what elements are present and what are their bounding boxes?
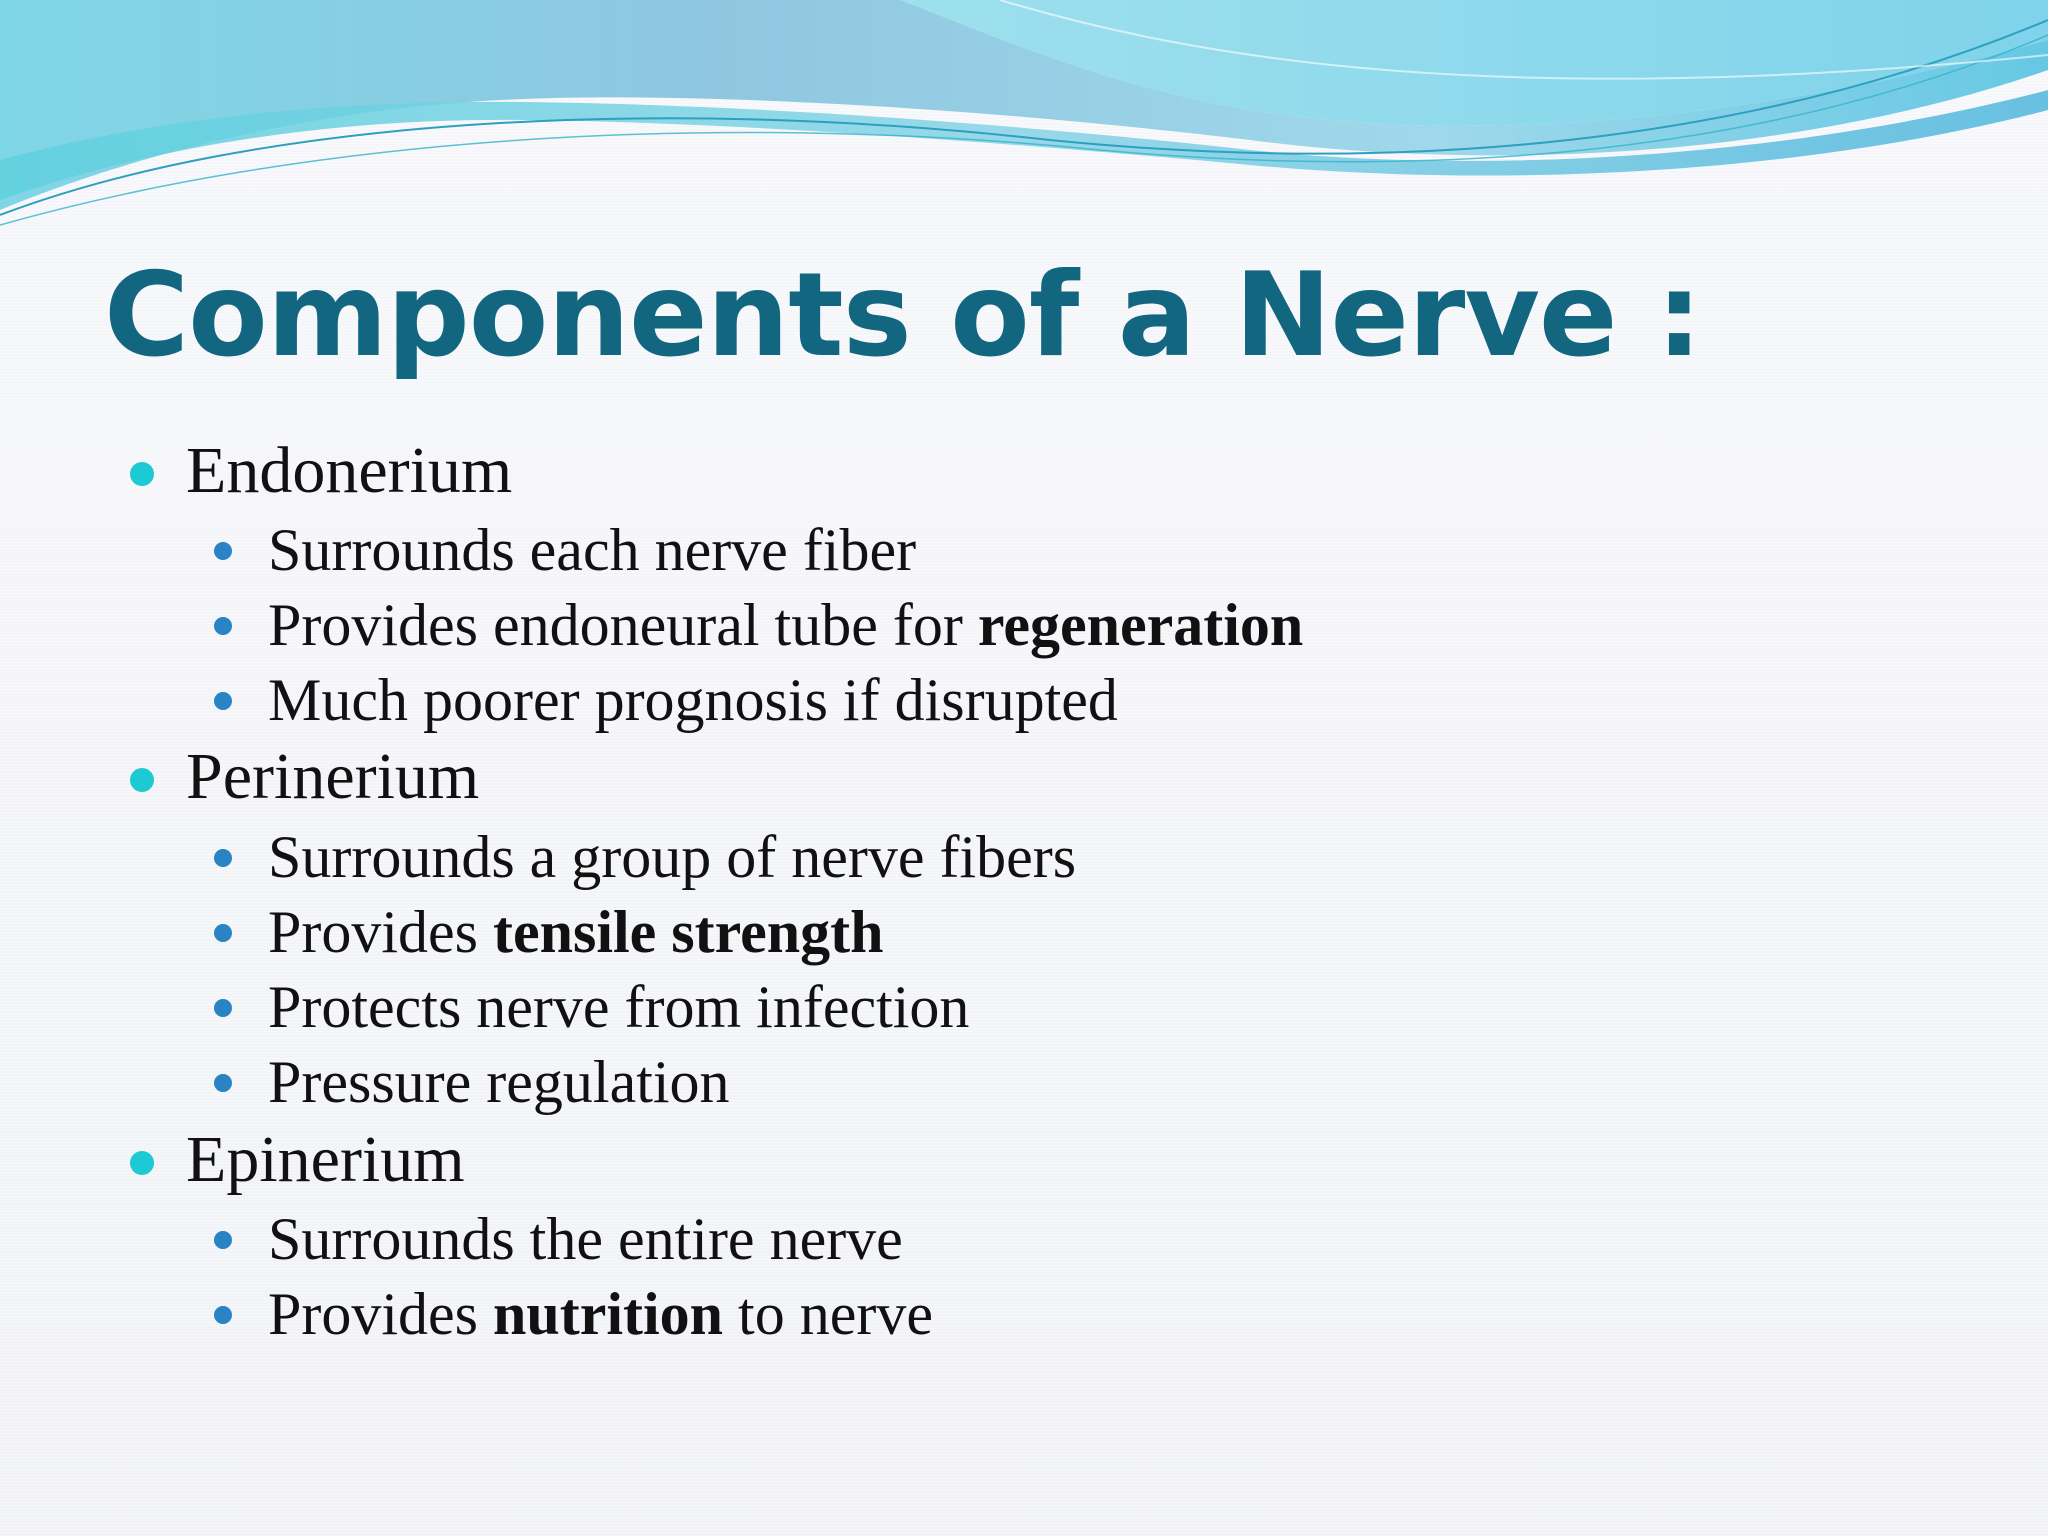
list-item-text: Much poorer prognosis if disrupted (268, 667, 1118, 733)
list-item-text: Surrounds a group of nerve fibers (268, 824, 1077, 890)
list-item (268, 1046, 730, 1118)
bullet-icon (130, 1151, 154, 1175)
list-item-bold-text: tensile strength (493, 899, 884, 965)
list-item (268, 589, 1303, 661)
bullet-icon (214, 542, 232, 560)
list-item-text: Surrounds the entire nerve (268, 1206, 903, 1272)
bullet-icon (214, 849, 232, 867)
list-item-bold-text: regeneration (977, 592, 1304, 658)
list-item (268, 1203, 903, 1275)
bullet-icon (130, 462, 154, 486)
list-item (268, 514, 916, 586)
list-item-text: Protects nerve from infection (268, 974, 970, 1040)
list-item-bold-text: nutrition (493, 1281, 724, 1347)
slide-title: Components of a Nerve : (104, 248, 1702, 383)
bullet-icon (214, 999, 232, 1017)
section-heading-endonerium (186, 432, 512, 510)
list-item-text: Pressure regulation (268, 1049, 730, 1115)
bullet-icon (130, 768, 154, 792)
list-item (268, 896, 884, 968)
list-item (268, 1278, 933, 1350)
header-wave-decoration (0, 0, 2048, 240)
list-item-text: Surrounds each nerve fiber (268, 517, 917, 583)
bullet-icon (214, 1231, 232, 1249)
section-heading-text: Perinerium (186, 740, 480, 813)
bullet-icon (214, 924, 232, 942)
bullet-icon (214, 1306, 232, 1324)
section-heading-text: Epinerium (186, 1123, 465, 1196)
bullet-icon (214, 617, 232, 635)
section-heading-text: Endonerium (186, 434, 513, 507)
list-item-text: Provides (268, 899, 493, 965)
list-item-text-end: to nerve (723, 1281, 933, 1347)
list-item (268, 821, 1076, 893)
list-item-text: Provides (268, 1281, 493, 1347)
section-heading-perinerium (186, 738, 479, 816)
section-heading-epinerium (186, 1121, 465, 1199)
list-item-text: Provides endoneural tube for (268, 592, 978, 658)
list-item (268, 664, 1118, 736)
bullet-icon (214, 1074, 232, 1092)
list-item (268, 971, 969, 1043)
bullet-icon (214, 692, 232, 710)
